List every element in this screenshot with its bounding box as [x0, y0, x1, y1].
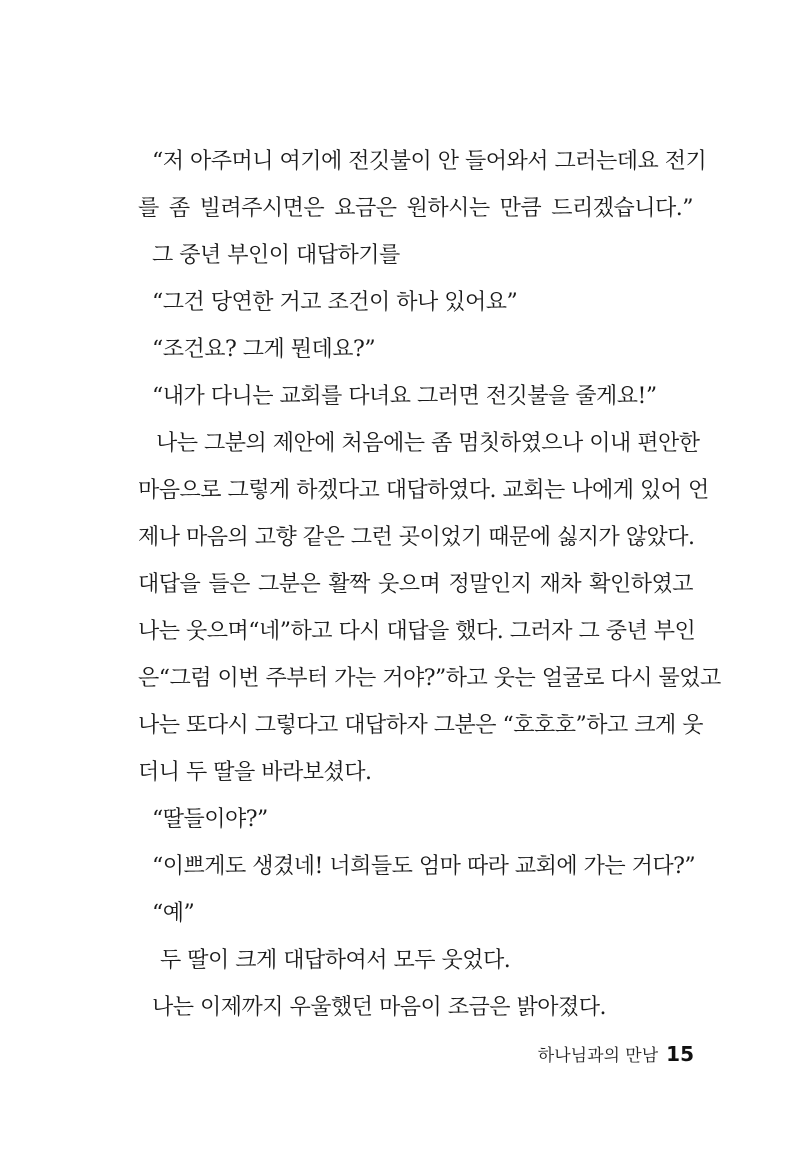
text-line: 를 좀 빌려주시면은 요금은 원하시는 만큼 드리겠습니다.” — [138, 196, 693, 221]
text-line: “내가 다니는 교회를 다녀요 그러면 전깃불을 줄게요!” — [152, 384, 657, 409]
text-line: “그건 당연한 거고 조건이 하나 있어요” — [152, 290, 518, 315]
text-line: 나는 이제까지 우울했던 마음이 조금은 밝아졌다. — [152, 995, 607, 1020]
text-line: 나는 또다시 그렇다고 대답하자 그분은 “호호호”하고 크게 웃 — [138, 713, 703, 738]
page-number: 15 — [666, 1042, 694, 1066]
text-line: “조건요? 그게 뭔데요?” — [152, 337, 376, 362]
text-line: 대답을 들은 그분은 활짝 웃으며 정말인지 재차 확인하였고 — [138, 572, 693, 597]
text-line: “예” — [152, 901, 195, 926]
page-footer — [538, 1039, 694, 1069]
text-line: 더니 두 딸을 바라보셨다. — [138, 760, 372, 785]
text-line: 나는 웃으며“네”하고 다시 대답을 했다. 그러자 그 중년 부인 — [138, 619, 696, 644]
text-line: 은“그럼 이번 주부터 가는 거야?”하고 웃는 얼굴로 다시 물었고 — [138, 666, 721, 691]
text-line: 그 중년 부인이 대답하기를 — [152, 243, 400, 268]
text-line: 제나 마음의 고향 같은 그런 곳이었기 때문에 싫지가 않았다. — [138, 525, 695, 550]
text-line: “이쁘게도 생겼네! 너희들도 엄마 따라 교회에 가는 거다?” — [152, 854, 696, 879]
text-line: “저 아주머니 여기에 전깃불이 안 들어와서 그러는데요 전기 — [152, 149, 707, 174]
text-line: 나는 그분의 제안에 처음에는 좀 멈칫하였으나 이내 편안한 — [156, 431, 700, 456]
page-body — [138, 138, 721, 1031]
text-line: 마음으로 그렇게 하겠다고 대답하였다. 교회는 나에게 있어 언 — [138, 478, 709, 503]
text-line: “딸들이야?” — [152, 807, 268, 832]
text-line: 두 딸이 크게 대답하여서 모두 웃었다. — [160, 948, 511, 973]
running-title: 하나님과의 만남 — [537, 1046, 659, 1066]
